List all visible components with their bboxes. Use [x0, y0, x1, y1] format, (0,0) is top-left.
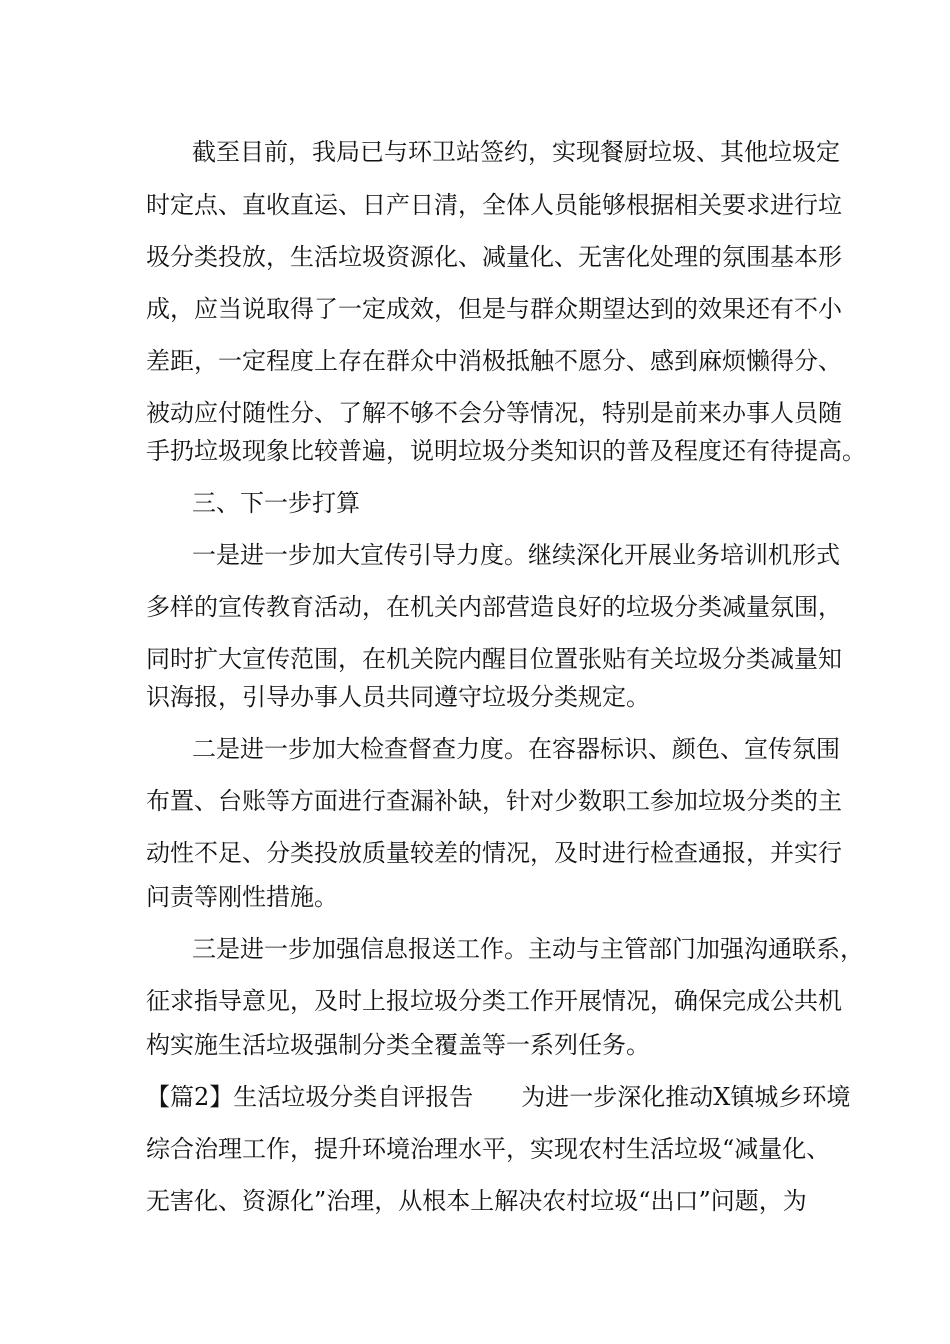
- article-2-title-line: 【篇2】生活垃圾分类自评报告 为进一步深化推动X镇城乡环境: [146, 1083, 851, 1111]
- article-2-line-3: 无害化、资源化”治理，从根本上解决农村垃圾“出口”问题，为: [146, 1187, 807, 1215]
- paragraph-1-line-6: 被动应付随性分、了解不够不会分等情况，特别是前来办事人员随: [146, 399, 842, 427]
- paragraph-4-line-3: 构实施生活垃圾强制分类全覆盖等一系列任务。: [146, 1031, 650, 1059]
- paragraph-3-line-3: 动性不足、分类投放质量较差的情况，及时进行检查通报，并实行: [146, 839, 842, 867]
- paragraph-2-line-4: 识海报，引导办事人员共同遵守垃圾分类规定。: [146, 683, 650, 711]
- paragraph-4-line-2: 征求指导意见，及时上报垃圾分类工作开展情况，确保完成公共机: [146, 987, 842, 1015]
- paragraph-4-line-1: 三是进一步加强信息报送工作。主动与主管部门加强沟通联系，: [192, 935, 864, 963]
- article-2-line-2: 综合治理工作，提升环境治理水平，实现农村生活垃圾“减量化、: [146, 1135, 831, 1163]
- paragraph-3-line-1: 二是进一步加大检查督查力度。在容器标识、颜色、宣传氛围: [192, 735, 840, 763]
- paragraph-1-line-7: 手扔垃圾现象比较普遍，说明垃圾分类知识的普及程度还有待提高。: [146, 437, 866, 465]
- paragraph-3-line-4: 问责等刚性措施。: [146, 883, 338, 911]
- paragraph-1-line-3: 圾分类投放，生活垃圾资源化、减量化、无害化处理的氛围基本形: [146, 243, 842, 271]
- paragraph-1-line-2: 时定点、直收直运、日产日清，全体人员能够根据相关要求进行垃: [146, 191, 842, 219]
- paragraph-1-line-4: 成，应当说取得了一定成效，但是与群众期望达到的效果还有不小: [146, 295, 842, 323]
- paragraph-2-line-3: 同时扩大宣传范围，在机关院内醒目位置张贴有关垃圾分类减量知: [146, 645, 842, 673]
- section-heading: 三、下一步打算: [192, 489, 360, 517]
- paragraph-2-line-2: 多样的宣传教育活动，在机关内部营造良好的垃圾分类减量氛围，: [146, 593, 842, 621]
- paragraph-1-line-1: 截至目前，我局已与环卫站签约，实现餐厨垃圾、其他垃圾定: [192, 138, 840, 166]
- paragraph-1-line-5: 差距，一定程度上存在群众中消极抵触不愿分、感到麻烦懒得分、: [146, 347, 842, 375]
- paragraph-2-line-1: 一是进一步加大宣传引导力度。继续深化开展业务培训机形式: [192, 541, 840, 569]
- paragraph-3-line-2: 布置、台账等方面进行查漏补缺，针对少数职工参加垃圾分类的主: [146, 787, 842, 815]
